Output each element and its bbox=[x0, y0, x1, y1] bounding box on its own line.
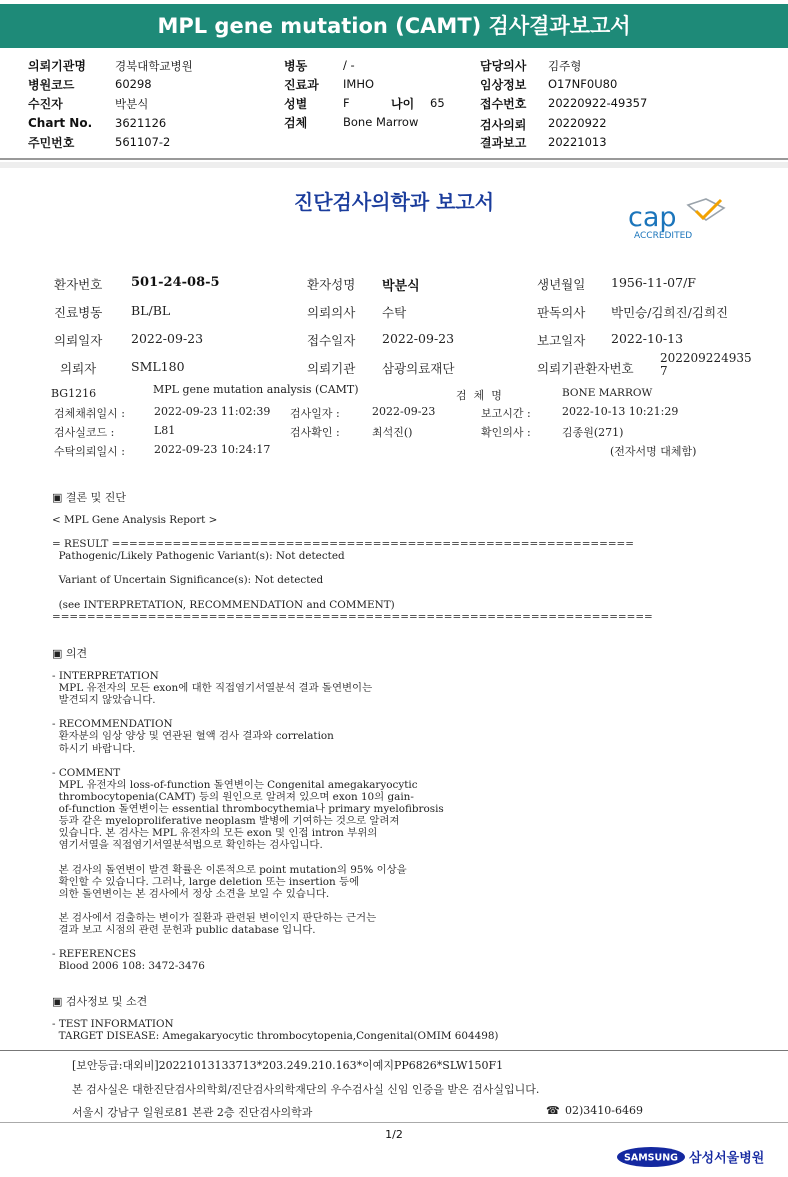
test-code: BG1216 bbox=[51, 387, 97, 400]
report-title: 진단검사의학과 보고서 bbox=[293, 190, 495, 214]
label-report-date-grid: 보고일자 bbox=[537, 333, 586, 348]
page-number: 1/2 bbox=[385, 1128, 403, 1141]
label-patient-number: 환자번호 bbox=[54, 277, 103, 292]
header-divider bbox=[0, 158, 788, 160]
label-resident-no: 주민번호 bbox=[28, 136, 75, 150]
certification-line: 본 검사실은 대한진단검사의학회/진단검사의학재단의 우수검사실 신임 인증을 받은 검사실입니다. bbox=[72, 1083, 540, 1096]
value-ward: / - bbox=[343, 58, 355, 72]
value-hospital-code: 60298 bbox=[115, 77, 152, 91]
value-sex: F bbox=[343, 96, 350, 110]
label-institution-patient-no: 의뢰기관환자번호 bbox=[537, 361, 634, 376]
value-requesting-doctor: 수탁 bbox=[382, 305, 407, 320]
security-line: [보안등급:대외비]20221013133713*203.249.210.163*이예지PP6826*SLW150F1 bbox=[72, 1059, 504, 1072]
label-requester: 의뢰자 bbox=[60, 361, 97, 376]
value-institution-patient-no: 202209224935 7 bbox=[660, 351, 752, 378]
label-age: 나이 bbox=[391, 97, 415, 111]
value-department: IMHO bbox=[343, 77, 375, 91]
value-test-date: 2022-09-23 bbox=[372, 405, 436, 418]
label-institution: 의뢰기관명 bbox=[28, 59, 86, 73]
opinion-heading: ▣ 의견 bbox=[52, 647, 88, 660]
label-requesting-institution: 의뢰기관 bbox=[307, 361, 356, 376]
test-name: MPL gene mutation analysis (CAMT) bbox=[153, 383, 359, 396]
label-specimen: 검체 bbox=[284, 116, 308, 130]
value-collection-time: 2022-09-23 11:02:39 bbox=[154, 405, 271, 418]
label-requesting-doctor: 의뢰의사 bbox=[307, 305, 356, 320]
label-report-time: 보고시간 : bbox=[481, 407, 531, 420]
label-chart-no: Chart No. bbox=[28, 116, 93, 130]
label-test-date: 검사일자 : bbox=[290, 407, 340, 420]
label-request-date: 검사의뢰 bbox=[480, 118, 527, 132]
conclusion-heading: ▣ 결론 및 진단 bbox=[52, 491, 127, 504]
footer-divider bbox=[0, 1050, 788, 1051]
value-chart-no: 3621126 bbox=[115, 116, 167, 130]
test-info-body: - TEST INFORMATION TARGET DISEASE: Amegakaryocytic thrombocytopenia,Congenital(OMIM 604498) bbox=[52, 1018, 499, 1043]
phone-number: 02)3410-6469 bbox=[565, 1104, 643, 1117]
logo-accredited-text: ACCREDITED bbox=[634, 231, 693, 241]
value-report-time: 2022-10-13 10:21:29 bbox=[562, 405, 679, 418]
samsung-hospital-logo bbox=[617, 1145, 767, 1175]
e-signature-note: (전자서명 대체함) bbox=[610, 445, 697, 458]
label-patient-name: 환자성명 bbox=[307, 277, 356, 292]
specimen-value: BONE MARROW bbox=[562, 387, 653, 399]
label-patient: 수진자 bbox=[28, 97, 63, 111]
value-patient: 박분식 bbox=[115, 97, 149, 111]
label-accept-date: 접수일자 bbox=[307, 333, 356, 348]
value-report-date-grid: 2022-10-13 bbox=[611, 331, 684, 346]
value-patient-name: 박분식 bbox=[382, 279, 420, 294]
value-accept-date: 2022-09-23 bbox=[382, 331, 455, 346]
label-sex: 성별 bbox=[284, 97, 308, 111]
value-report-date: 20221013 bbox=[548, 135, 607, 149]
value-institution: 경북대학교병원 bbox=[115, 59, 193, 73]
label-department: 진료과 bbox=[284, 78, 319, 92]
label-hospital-code: 병원코드 bbox=[28, 78, 75, 92]
value-requester: SML180 bbox=[131, 359, 185, 374]
label-reading-doctor: 판독의사 bbox=[537, 305, 586, 320]
logo-cap-text: cap bbox=[628, 202, 677, 233]
phone-icon: ☎ bbox=[546, 1104, 560, 1117]
value-test-confirm: 최석진() bbox=[372, 426, 413, 439]
value-lab-code: L81 bbox=[154, 424, 176, 437]
test-info-heading: ▣ 검사정보 및 소견 bbox=[52, 995, 148, 1008]
hospital-wordmark: 삼성서울병원 bbox=[689, 1151, 765, 1166]
value-patient-number: 501-24-08-5 bbox=[131, 275, 220, 290]
label-lab-code: 검사실코드 : bbox=[54, 426, 115, 439]
label-report-date: 결과보고 bbox=[480, 136, 527, 150]
report-header-title: MPL gene mutation (CAMT) 검사결과보고서 bbox=[0, 4, 788, 48]
value-clinical-info: O17NF0U80 bbox=[548, 77, 618, 91]
label-ward: 병동 bbox=[284, 59, 308, 73]
conclusion-body: < MPL Gene Analysis Report > = RESULT ============================================================ Pathogenic/Likely Pathogenic Variant(s): Not detected Variant of Uncertain Significance(s): Not detected (see INTERPRETATION, RECOMMENDATION and COMMENT) ===================================================================== bbox=[52, 514, 653, 623]
value-receipt-no: 20220922-49357 bbox=[548, 96, 648, 110]
value-confirming-doctor: 김종원(271) bbox=[562, 426, 624, 439]
header-divider-shadow bbox=[0, 162, 788, 168]
value-care-ward: BL/BL bbox=[131, 303, 171, 318]
value-request-date: 20220922 bbox=[548, 116, 607, 130]
label-care-ward: 진료병동 bbox=[54, 305, 103, 320]
value-entrusted-time: 2022-09-23 10:24:17 bbox=[154, 443, 271, 456]
samsung-wordmark: SAMSUNG bbox=[624, 1152, 678, 1164]
label-birth-date: 생년월일 bbox=[537, 277, 586, 292]
value-specimen: Bone Marrow bbox=[343, 115, 419, 129]
label-test-confirm: 검사확인 : bbox=[290, 426, 340, 439]
address-line: 서울시 강남구 일원로81 본관 2층 진단검사의학과 bbox=[72, 1106, 313, 1119]
label-entrusted-time: 수탁의뢰일시 : bbox=[54, 445, 125, 458]
footer-divider-bottom bbox=[0, 1122, 788, 1123]
value-resident-no: 561107-2 bbox=[115, 135, 171, 149]
label-confirming-doctor: 확인의사 : bbox=[481, 426, 531, 439]
value-age: 65 bbox=[430, 96, 445, 110]
value-order-date: 2022-09-23 bbox=[131, 331, 204, 346]
value-requesting-institution: 삼광의료재단 bbox=[382, 361, 455, 376]
value-reading-doctor: 박민승/김희진/김희진 bbox=[611, 305, 729, 320]
cap-accredited-logo bbox=[626, 196, 726, 242]
value-birth-date: 1956-11-07/F bbox=[611, 275, 696, 290]
label-receipt-no: 접수번호 bbox=[480, 97, 527, 111]
label-collection-time: 검체채취일시 : bbox=[54, 407, 125, 420]
value-doctor: 김주형 bbox=[548, 59, 582, 73]
label-order-date: 의뢰일자 bbox=[54, 333, 103, 348]
specimen-label: 검 체 명 bbox=[456, 389, 502, 402]
label-doctor: 담당의사 bbox=[480, 59, 527, 73]
label-clinical-info: 임상정보 bbox=[480, 78, 527, 92]
opinion-body: - INTERPRETATION MPL 유전자의 모든 exon에 대한 직접염기서열분석 결과 돌연변이는 발견되지 않았습니다. - RECOMMENDATION 환자분의 임상 양상 및 연관된 혈액 검사 결과와 correlation 하시기 바랍니다. - COMMENT MPL 유전자의 loss-of-function 돌연변이는 Congenital amegakaryocytic thrombocytopenia(CAMT) 등의 원인으로 알려져 있으며 exon 10의 gain- of-function 돌연변이는 essential thrombocythemia나 primary myelofibrosis 등과 같은 myeloproliferative neoplasm 발병에 기여하는 것으로 알려져 있습니다. 본 검사는 MPL 유전자의 모든 exon 및 인접 intron 부위의 염기서열을 직접염기서열분석법으로 확인하는 검사입니다. 본 검사의 돌연변이 발견 확률은 이론적으로 point mutation의 95% 이상을 확인할 수 있습니다. 그러나, large deletion 또는 insertion 등에 의한 돌연변이는 본 검사에서 정상 소견을 보일 수 있습니다. 본 검사에서 검출하는 변이가 질환과 관련된 변이인지 판단하는 근거는 결과 보고 시점의 관련 문헌과 public database 입니다. - REFERENCES Blood 2006 108: 3472-3476 bbox=[52, 670, 444, 973]
